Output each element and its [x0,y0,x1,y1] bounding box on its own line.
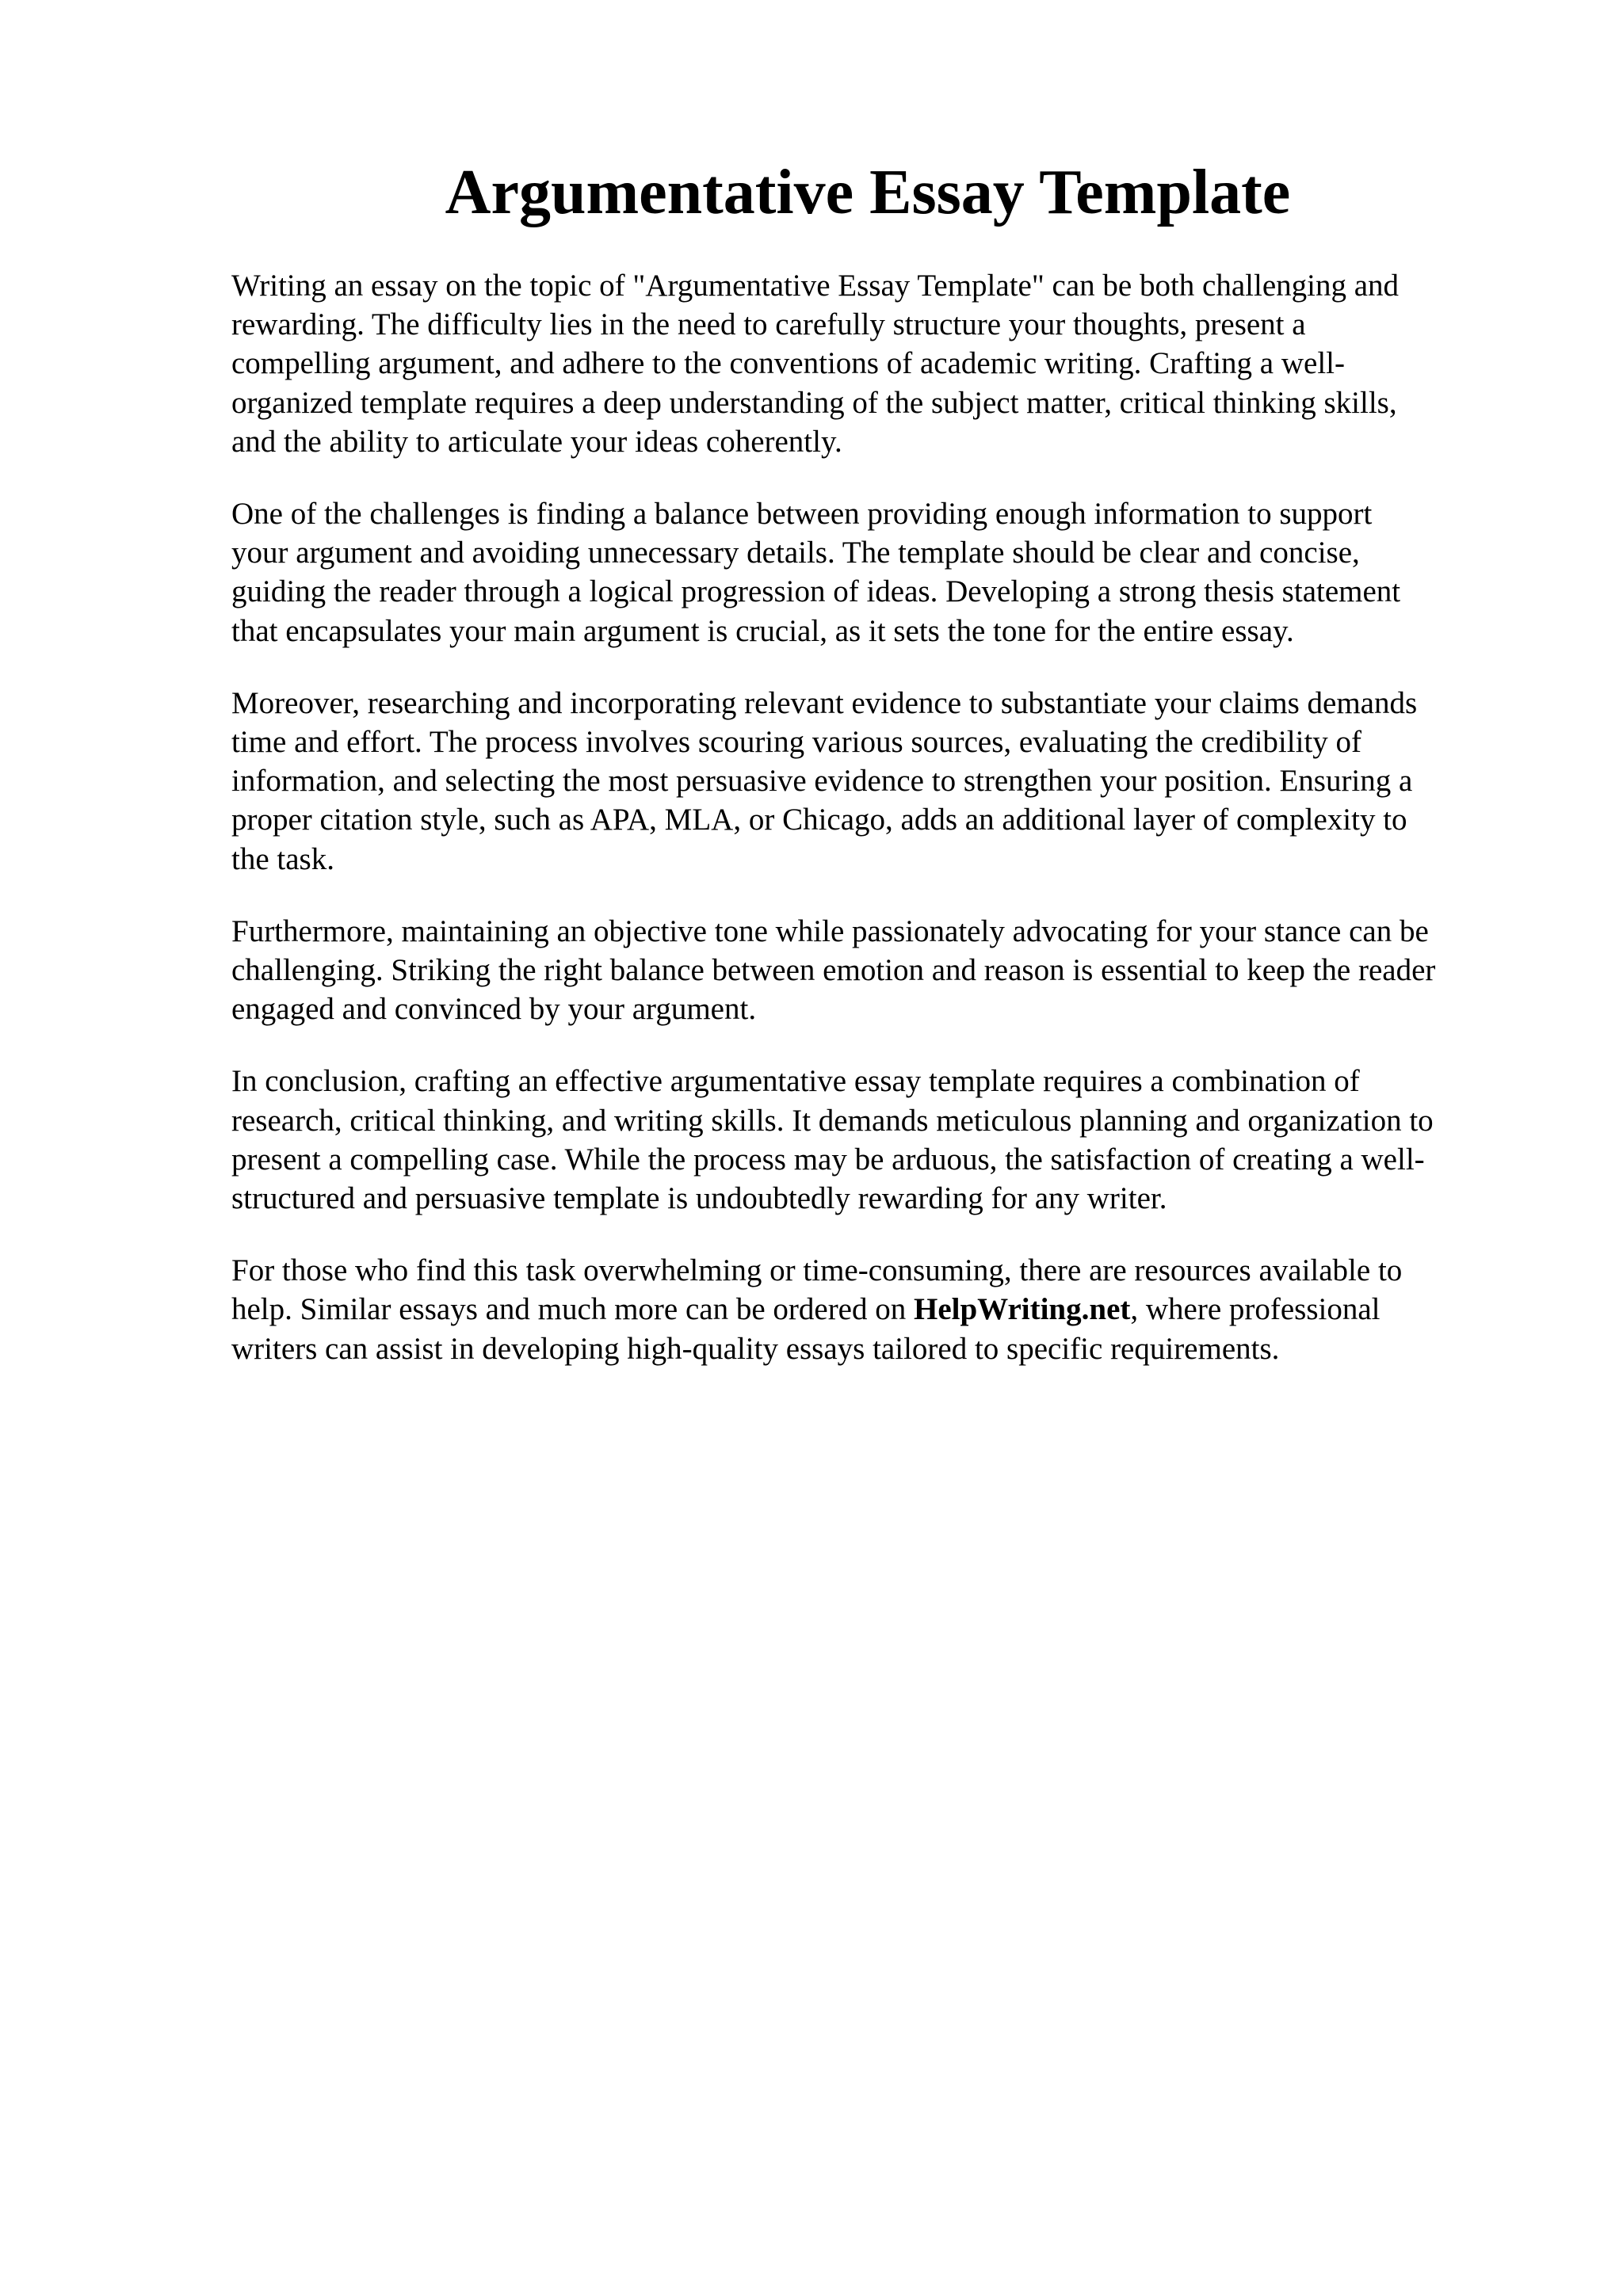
paragraph-conclusion [231,1062,1531,1218]
document-body [231,266,1531,1402]
text-line: the task. [231,841,334,876]
text-line: rewarding. The difficulty lies in the need to carefully structure your thoughts, present a [231,307,1306,342]
text-line: guiding the reader through a logical progression of ideas. Developing a strong thesis statement [231,574,1401,609]
text-line: One of the challenges is finding a balance between providing enough information to support [231,497,1373,532]
paragraph-research [231,684,1531,879]
text-line: proper citation style, such as APA, MLA, or Chicago, adds an additional layer of complexity to [231,803,1407,837]
text-line-with-link [231,1290,1531,1329]
paragraph-tone [231,912,1531,1029]
text-line: your argument and avoiding unnecessary details. The template should be clear and concise, [231,536,1360,570]
paragraph-challenges [231,494,1531,650]
paragraph-intro [231,266,1531,461]
text-line: and the ability to articulate your ideas coherently. [231,424,842,459]
text-line: In conclusion, crafting an effective argumentative essay template requires a combination of [231,1064,1360,1099]
text-line: Writing an essay on the topic of "Argumentative Essay Template" can be both challenging and [231,269,1400,303]
text-line: research, critical thinking, and writing skills. It demands meticulous planning and organization to [231,1103,1434,1138]
text-line: information, and selecting the most persuasive evidence to strengthen your position. Ensuring a [231,764,1413,799]
text-line: compelling argument, and adhere to the conventions of academic writing. Crafting a well- [231,346,1345,381]
text-line: Furthermore, maintaining an objective tone while passionately advocating for your stance can be [231,913,1429,948]
paragraph-resources [231,1251,1531,1368]
text-line: time and effort. The process involves scouring various sources, evaluating the credibility of [231,725,1362,760]
text-segment: help. Similar essays and much more can be ordered on [231,1292,914,1327]
text-line: engaged and convinced by your argument. [231,992,757,1027]
text-line: present a compelling case. While the process may be arduous, the satisfaction of creating a well- [231,1142,1425,1177]
document-title: Argumentative Essay Template [445,158,1291,227]
helpwriting-link[interactable]: HelpWriting.net [914,1292,1131,1327]
text-line: Moreover, researching and incorporating relevant evidence to substantiate your claims demands [231,685,1418,720]
text-segment: , where professional [1130,1292,1381,1327]
text-line: For those who find this task overwhelming or time-consuming, there are resources available to [231,1253,1403,1288]
text-line: organized template requires a deep understanding of the subject matter, critical thinking skills, [231,385,1397,420]
text-line: writers can assist in developing high-quality essays tailored to specific requirements. [231,1331,1280,1366]
text-line: that encapsulates your main argument is crucial, as it sets the tone for the entire essay. [231,613,1294,648]
text-line: challenging. Striking the right balance between emotion and reason is essential to keep the reader [231,953,1436,988]
text-line: structured and persuasive template is undoubtedly rewarding for any writer. [231,1181,1167,1216]
